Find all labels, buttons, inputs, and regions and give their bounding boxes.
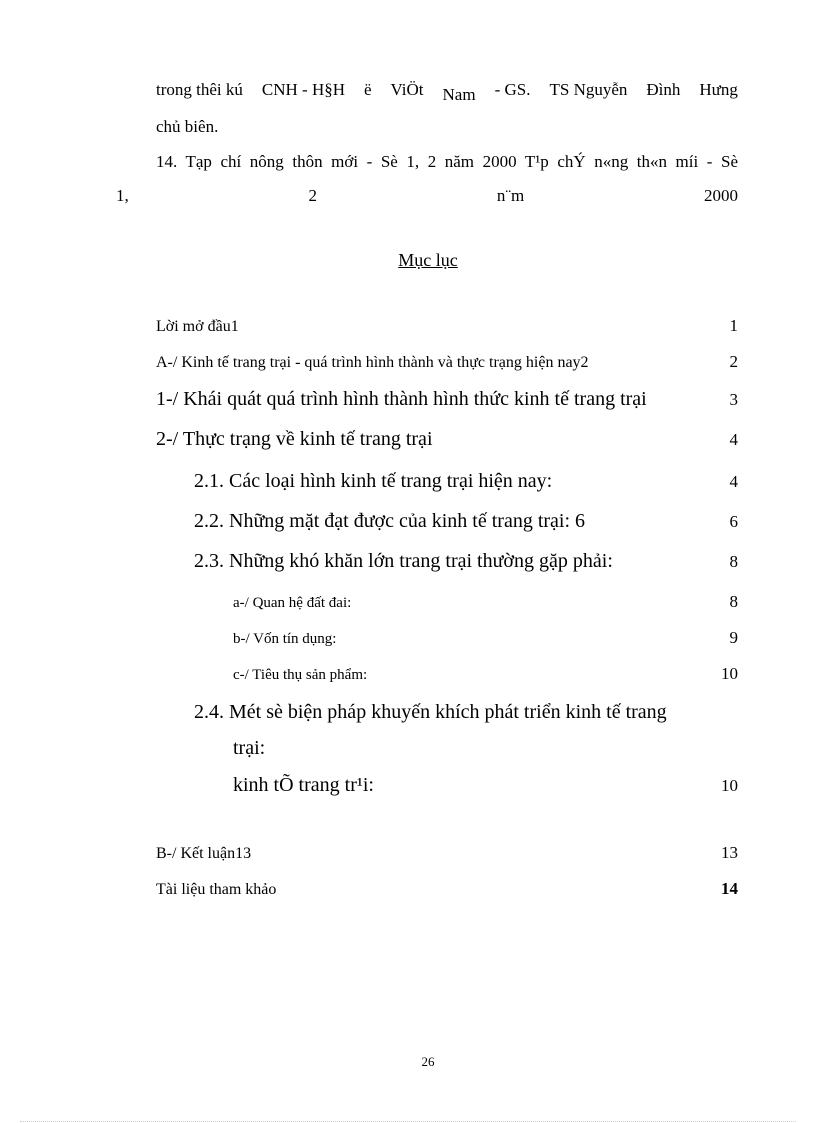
page-number: 26: [421, 1054, 435, 1069]
toc-entry-label: 2.1. Các loại hình kinh tế trang trại hiện nay:: [194, 470, 553, 492]
toc-entry[interactable]: [156, 843, 738, 863]
ref-text: trong thêi kú: [156, 80, 243, 99]
ref-text: ë: [364, 80, 372, 99]
toc-entry[interactable]: [233, 737, 738, 760]
toc-entry[interactable]: [194, 701, 738, 724]
toc-entry[interactable]: [156, 879, 738, 899]
ref-text: ViÖt: [390, 80, 424, 99]
ref-text: 1,: [116, 186, 129, 205]
toc-entry-label: Tài liệu tham khảo: [156, 881, 277, 898]
toc-entry-page: 1: [729, 316, 738, 335]
ref-text: TS Nguyễn: [549, 80, 628, 99]
toc-entry-page: 4: [729, 430, 738, 449]
toc-entry-page: 9: [729, 628, 738, 647]
toc-entry[interactable]: [194, 510, 738, 533]
ref-text: Hưng: [699, 80, 738, 99]
toc-entry-label: B-/ Kết luận13: [156, 845, 252, 862]
toc-entry-label: A-/ Kinh tế trang trại - quá trình hình thành và thực trạng hiện nay2: [156, 354, 589, 371]
toc-entry-label: b-/ Vốn tín dụng:: [233, 631, 337, 647]
toc-entry-page: 8: [729, 552, 738, 571]
ref-text: CNH - H§H: [261, 80, 345, 99]
toc-entry[interactable]: [233, 628, 738, 648]
ref-text: Nam: [442, 85, 476, 104]
toc-entry-page: 13: [721, 843, 738, 862]
reference-14-line-2: [116, 186, 738, 206]
toc-entry-label: trại:: [233, 737, 266, 759]
toc-entry-page: 6: [729, 512, 738, 531]
toc-entry[interactable]: [233, 592, 738, 612]
ref-text: 2000: [703, 186, 738, 205]
ref-text: - GS.: [494, 80, 531, 99]
toc-entry-page: 10: [721, 776, 738, 795]
page-bottom-divider: [20, 1121, 796, 1122]
toc-entry[interactable]: [233, 774, 738, 797]
toc-entry-label: 2.3. Những khó khăn lớn trang trại thường gặp phải:: [194, 550, 613, 572]
toc-entry-page: 14: [721, 879, 738, 898]
toc-entry-label: 2-/ Thực trạng về kinh tế trang trại: [156, 428, 433, 450]
toc-entry[interactable]: [156, 428, 738, 451]
toc-entry-label: kinh tÕ trang tr¹i:: [233, 774, 374, 796]
toc-entry-label: Lời mở đầu1: [156, 318, 239, 335]
ref-text: Đình: [646, 80, 681, 99]
toc-entry-label: a-/ Quan hệ đất đai:: [233, 595, 352, 611]
reference-14-line-1: 14. Tạp chí nông thôn mới - Sè 1, 2 năm 2000 T¹p chÝ n«ng th«n míi - Sè: [156, 152, 738, 171]
reference-13-line-1: [156, 80, 738, 104]
toc-entry-page: 4: [729, 472, 738, 491]
toc-entry-page: 2: [729, 352, 738, 371]
toc-entry[interactable]: [194, 470, 738, 493]
toc-entry-label: c-/ Tiêu thụ sản phẩm:: [233, 667, 368, 683]
toc-title: Mục lục: [398, 250, 458, 270]
toc-entry-label: 2.2. Những mặt đạt được của kinh tế trang trại: 6: [194, 510, 586, 532]
toc-entry[interactable]: [156, 316, 738, 336]
toc-entry[interactable]: [156, 388, 738, 411]
reference-13-line-2: chủ biên.: [156, 117, 219, 136]
toc-entry-label: 1-/ Khái quát quá trình hình thành hình thức kinh tế trang trại: [156, 388, 647, 410]
ref-text: 2: [308, 186, 318, 205]
ref-text: n¨m: [496, 186, 525, 205]
toc-entry-page: 8: [729, 592, 738, 611]
toc-entry-page: 10: [721, 664, 738, 683]
toc-entry-page: 3: [729, 390, 738, 409]
toc-entry[interactable]: [233, 664, 738, 684]
toc-entry[interactable]: [156, 352, 738, 372]
toc-entry[interactable]: [194, 550, 738, 573]
toc-entry-label: 2.4. Mét sè biện pháp khuyến khích phát triển kinh tế trang: [194, 701, 667, 723]
